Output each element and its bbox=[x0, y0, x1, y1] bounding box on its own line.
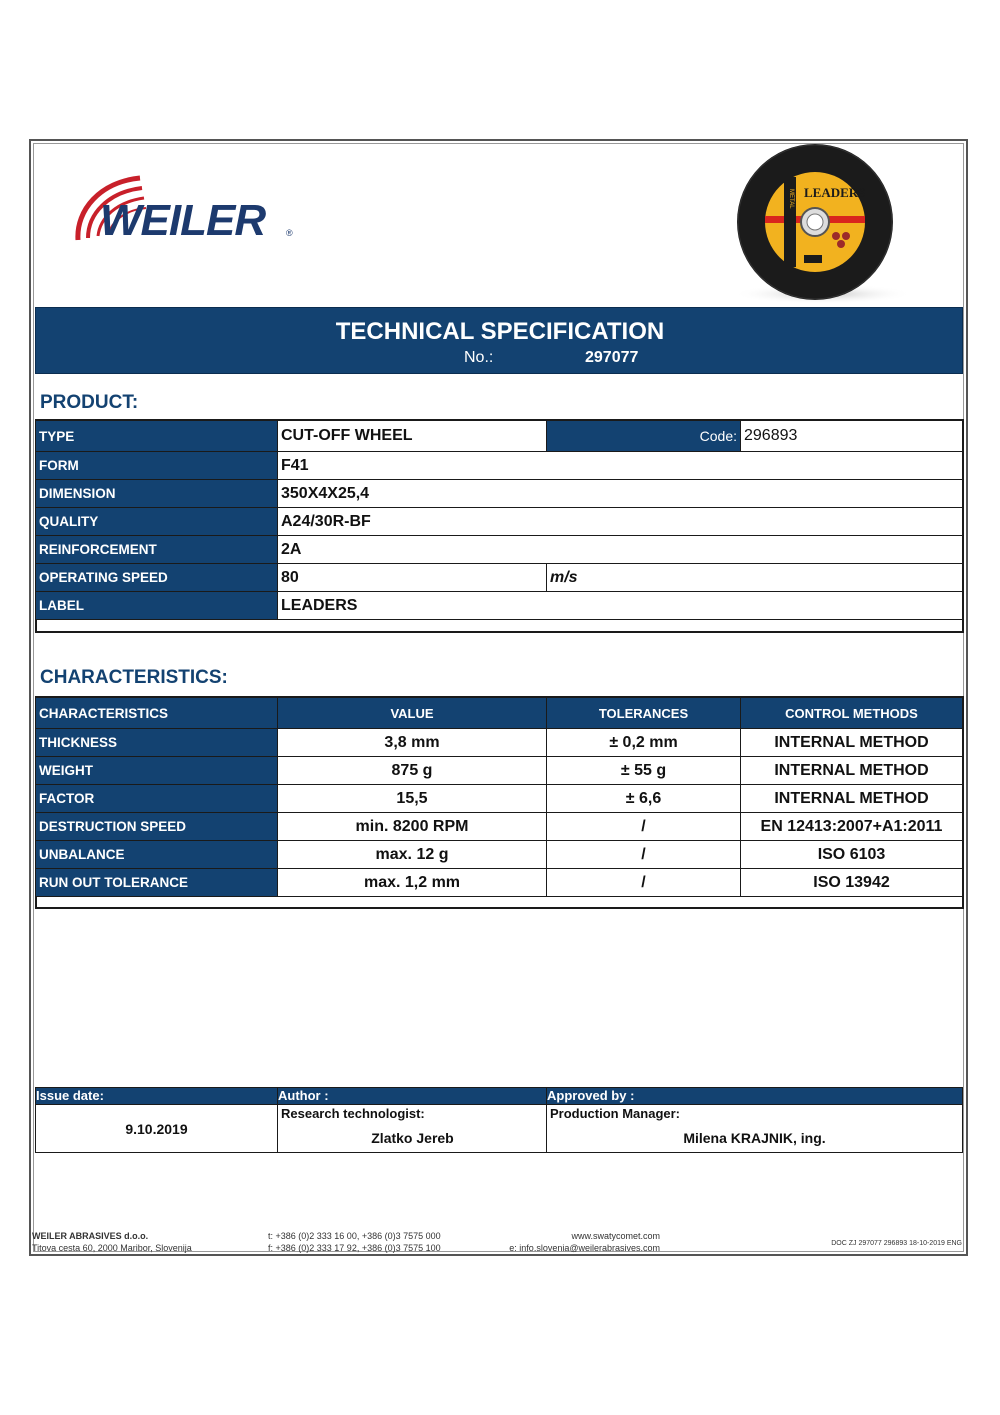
tolerance-cell: ± 6,6 bbox=[547, 785, 741, 813]
row-label: DESTRUCTION SPEED bbox=[36, 813, 278, 841]
author-cell bbox=[278, 1105, 547, 1153]
table-row bbox=[36, 813, 963, 841]
table-row bbox=[36, 421, 963, 452]
value-cell: max. 1,2 mm bbox=[278, 869, 547, 897]
method-cell: EN 12413:2007+A1:2011 bbox=[741, 813, 963, 841]
method-cell: INTERNAL METHOD bbox=[741, 729, 963, 757]
row-value: CUT-OFF WHEEL bbox=[278, 421, 547, 452]
footer-fax: f: +386 (0)2 333 17 92, +386 (0)3 7575 100 bbox=[268, 1243, 441, 1253]
footer-phone: t: +386 (0)2 333 16 00, +386 (0)3 7575 000 bbox=[268, 1231, 441, 1241]
table-row bbox=[36, 536, 963, 564]
row-value: A24/30R-BF bbox=[278, 508, 963, 536]
cut-off-wheel-image bbox=[728, 142, 918, 307]
table-row bbox=[36, 869, 963, 897]
row-label: WEIGHT bbox=[36, 757, 278, 785]
page-title: TECHNICAL SPECIFICATION bbox=[335, 318, 665, 345]
approved-label: Approved by : bbox=[547, 1088, 963, 1105]
speed-unit: m/s bbox=[547, 564, 963, 592]
row-label: RUN OUT TOLERANCE bbox=[36, 869, 278, 897]
footer-company: WEILER ABRASIVES d.o.o. bbox=[32, 1231, 149, 1241]
footer-email-link[interactable]: e: info.slovenia@weilerabrasives.com bbox=[509, 1243, 660, 1253]
disc-side-text: METAL bbox=[788, 189, 794, 209]
issue-date-label: Issue date: bbox=[36, 1088, 278, 1105]
method-cell: INTERNAL METHOD bbox=[741, 757, 963, 785]
row-value: 80 bbox=[278, 564, 547, 592]
author-role: Research technologist: bbox=[281, 1106, 425, 1121]
code-label: Code: bbox=[547, 421, 741, 452]
product-section-title: PRODUCT: bbox=[40, 392, 139, 413]
logo-wordmark: WEILER bbox=[100, 196, 266, 245]
table-row bbox=[36, 452, 963, 480]
approved-role: Production Manager: bbox=[550, 1106, 681, 1121]
value-cell: min. 8200 RPM bbox=[278, 813, 547, 841]
row-label: LABEL bbox=[36, 592, 278, 620]
row-label: FORM bbox=[36, 452, 278, 480]
footer-phone-block bbox=[268, 1230, 441, 1254]
table-row bbox=[36, 785, 963, 813]
row-label: UNBALANCE bbox=[36, 841, 278, 869]
method-cell: ISO 13942 bbox=[741, 869, 963, 897]
table-row bbox=[36, 841, 963, 869]
column-header: CHARACTERISTICS bbox=[36, 698, 278, 729]
product-table bbox=[35, 420, 963, 620]
code-value: 296893 bbox=[741, 421, 963, 452]
disc-label-text: LEADERS bbox=[804, 185, 866, 200]
tolerance-cell: ± 55 g bbox=[547, 757, 741, 785]
tolerance-cell: / bbox=[547, 813, 741, 841]
method-cell: ISO 6103 bbox=[741, 841, 963, 869]
footer-company-block bbox=[32, 1230, 192, 1254]
table-row bbox=[36, 592, 963, 620]
method-cell: INTERNAL METHOD bbox=[741, 785, 963, 813]
row-label: TYPE bbox=[36, 421, 278, 452]
table-row bbox=[36, 729, 963, 757]
tolerance-cell: / bbox=[547, 841, 741, 869]
table-row bbox=[36, 480, 963, 508]
row-value: 350X4X25,4 bbox=[278, 480, 963, 508]
registered-mark: ® bbox=[286, 228, 293, 238]
row-label: QUALITY bbox=[36, 508, 278, 536]
column-header: TOLERANCES bbox=[547, 698, 741, 729]
footer-web-link[interactable]: www.swatycomet.com bbox=[571, 1231, 660, 1241]
table-row bbox=[36, 757, 963, 785]
characteristics-table bbox=[35, 697, 963, 897]
approval-table bbox=[35, 1087, 963, 1153]
column-header: VALUE bbox=[278, 698, 547, 729]
row-label: DIMENSION bbox=[36, 480, 278, 508]
title-band bbox=[35, 307, 963, 374]
characteristics-section-title: CHARACTERISTICS: bbox=[40, 667, 228, 688]
table-row bbox=[36, 508, 963, 536]
table-row bbox=[36, 564, 963, 592]
value-cell: 3,8 mm bbox=[278, 729, 547, 757]
issue-date-value: 9.10.2019 bbox=[36, 1105, 278, 1153]
approved-cell bbox=[547, 1105, 963, 1153]
row-value: F41 bbox=[278, 452, 963, 480]
footer-doc-ref: DOC ZJ 297077 296893 18-10-2019 ENG bbox=[831, 1240, 962, 1247]
value-cell: max. 12 g bbox=[278, 841, 547, 869]
table-header-row bbox=[36, 698, 963, 729]
table-row bbox=[36, 1105, 963, 1153]
row-label: THICKNESS bbox=[36, 729, 278, 757]
column-header: CONTROL METHODS bbox=[741, 698, 963, 729]
footer-address: Titova cesta 60, 2000 Maribor, Slovenija bbox=[32, 1243, 192, 1253]
tolerance-cell: ± 0,2 mm bbox=[547, 729, 741, 757]
spec-number-label: No.: bbox=[464, 349, 494, 366]
spec-number-value: 297077 bbox=[585, 349, 639, 366]
value-cell: 875 g bbox=[278, 757, 547, 785]
row-label: OPERATING SPEED bbox=[36, 564, 278, 592]
row-label: REINFORCEMENT bbox=[36, 536, 278, 564]
author-name: Zlatko Jereb bbox=[371, 1130, 454, 1146]
author-label: Author : bbox=[278, 1088, 547, 1105]
footer-web-block bbox=[480, 1230, 660, 1254]
row-value: LEADERS bbox=[278, 592, 963, 620]
value-cell: 15,5 bbox=[278, 785, 547, 813]
table-header-row bbox=[36, 1088, 963, 1105]
row-value: 2A bbox=[278, 536, 963, 564]
row-label: FACTOR bbox=[36, 785, 278, 813]
tolerance-cell: / bbox=[547, 869, 741, 897]
approved-name: Milena KRAJNIK, ing. bbox=[683, 1130, 826, 1146]
